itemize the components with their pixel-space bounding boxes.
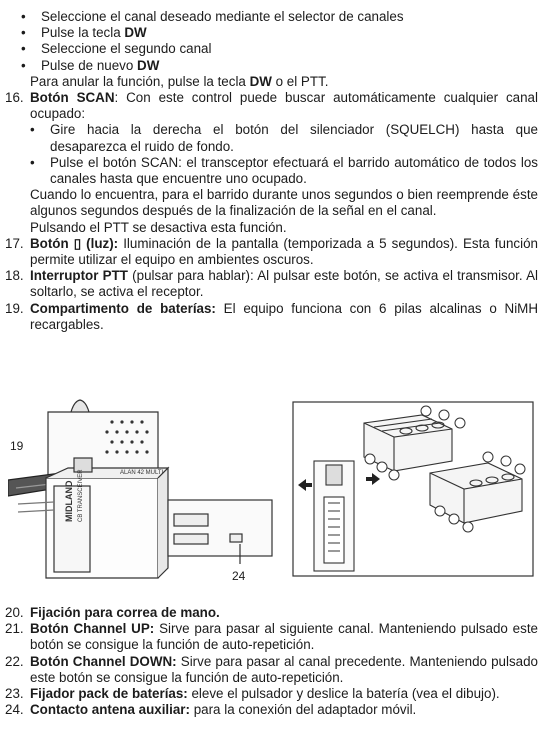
item-16-para: Cuando lo encuentra, para el barrido durante unos segundos o bien reemprende éste algunos segundos después de la finalización de la señal en el canal. [30, 187, 538, 219]
item-text: (pulsar para hablar): Al pulsar este botón, se activa el transmisor. Al soltarlo, se activa el receptor. [30, 268, 539, 300]
callout-24: 24 [232, 569, 246, 583]
item-22 [5, 653, 538, 686]
item-title: Contacto antena auxiliar: [30, 702, 190, 718]
bullet-dot: • [21, 57, 26, 73]
brand-logo-text: MIDLAND [64, 480, 74, 522]
item-text: para la conexión del adaptador móvil. [189, 702, 417, 718]
bullet-item [30, 122, 538, 154]
item-text: eleve el pulsador y deslice la batería (vea el dibujo). [187, 686, 500, 702]
item-16-bullets [30, 122, 538, 187]
item-21 [5, 621, 538, 653]
sub-brand-text: CB TRANSCEIVER [78, 469, 84, 522]
item-23 [5, 686, 538, 702]
bottom-text-block [5, 605, 538, 718]
item-title: Botón SCAN [30, 90, 115, 106]
bullet-text: Pulse la tecla [41, 25, 125, 41]
item-text: Sirve para pasar al siguiente canal. Manteniendo pulsado este botón se consigue la función de auto-repetición. [30, 621, 538, 653]
cancel-line [30, 74, 538, 90]
radio-illustration [8, 392, 278, 592]
item-title: Botón ▯ (luz): [30, 235, 119, 251]
radio-drawing [8, 392, 278, 592]
bullet-key: DW [137, 57, 160, 73]
bullet-dot: • [30, 154, 35, 170]
item-number: 20. [5, 605, 24, 620]
callout-19: 19 [10, 439, 24, 453]
item-title: Botón Channel DOWN: [30, 653, 177, 669]
item-text: Iluminación de la pantalla (temporizada a 5 segundos). Esta función permite utilizar el equipo en ambientes oscuros. [30, 235, 538, 268]
item-16 [5, 90, 538, 122]
bullet-item [21, 58, 538, 74]
bullet-item [21, 41, 538, 57]
item-number: 24. [5, 702, 24, 718]
item-number: 17. [5, 235, 24, 251]
item-number: 16. [5, 90, 24, 106]
item-title: Fijación para correa de mano. [30, 605, 220, 620]
battery-illustration [292, 401, 534, 577]
item-19 [5, 300, 539, 333]
bullet-item [21, 25, 538, 41]
bullet-item [21, 9, 538, 25]
battery-drawing [292, 401, 534, 577]
item-number: 22. [5, 653, 24, 669]
item-text: : Con este control puede buscar automáticamente cualquier canal ocupado: [30, 90, 538, 122]
bullet-dot: • [21, 41, 26, 57]
cancel-key: DW [249, 73, 272, 89]
bullet-text: Gire hacia la derecha el botón del silenciador (SQUELCH) hasta que desaparezca el ruido de fondo. [50, 122, 538, 154]
item-text: El equipo funciona con 6 pilas alcalinas o NiMH recargables. [30, 300, 539, 332]
item-title: Interruptor PTT [30, 268, 128, 284]
top-text-block [5, 9, 539, 333]
bullet-text: Seleccione el segundo canal [41, 41, 212, 57]
cancel-text-end: o el PTT. [271, 73, 329, 89]
bullet-text: Pulse el botón SCAN: el transceptor efectuará el barrido automático de todos los canales hasta que encuentre uno ocupado. [50, 154, 538, 187]
item-text: Sirve para pasar al canal precedente. Manteniendo pulsado este botón se consigue la función de auto-repetición. [30, 653, 538, 685]
bullet-dot: • [21, 9, 26, 24]
item-number: 19. [5, 300, 24, 316]
cancel-text: Para anular la función, pulse la tecla [30, 73, 250, 89]
bullet-dot: • [21, 25, 26, 41]
model-label: ALAN 42 MULTI [120, 470, 164, 476]
bullet-key: DW [124, 25, 147, 41]
item-20 [5, 605, 538, 621]
bullet-text: Pulse de nuevo [41, 57, 138, 73]
item-title: Botón Channel UP: [30, 621, 155, 637]
item-16-para2: Pulsando el PTT se desactiva esta función. [30, 219, 287, 235]
item-title: Compartimento de baterías: [30, 300, 216, 316]
item-number: 23. [5, 686, 24, 702]
bullet-dot: • [30, 122, 35, 138]
item-17 [5, 235, 538, 268]
item-title: Fijador pack de baterías: [30, 686, 188, 702]
bullet-text: Seleccione el canal deseado mediante el selector de canales [41, 9, 404, 24]
item-number: 21. [5, 621, 24, 637]
item-24 [5, 702, 538, 718]
item-18 [5, 268, 539, 300]
item-number: 18. [5, 268, 24, 284]
bullet-item [30, 155, 538, 187]
